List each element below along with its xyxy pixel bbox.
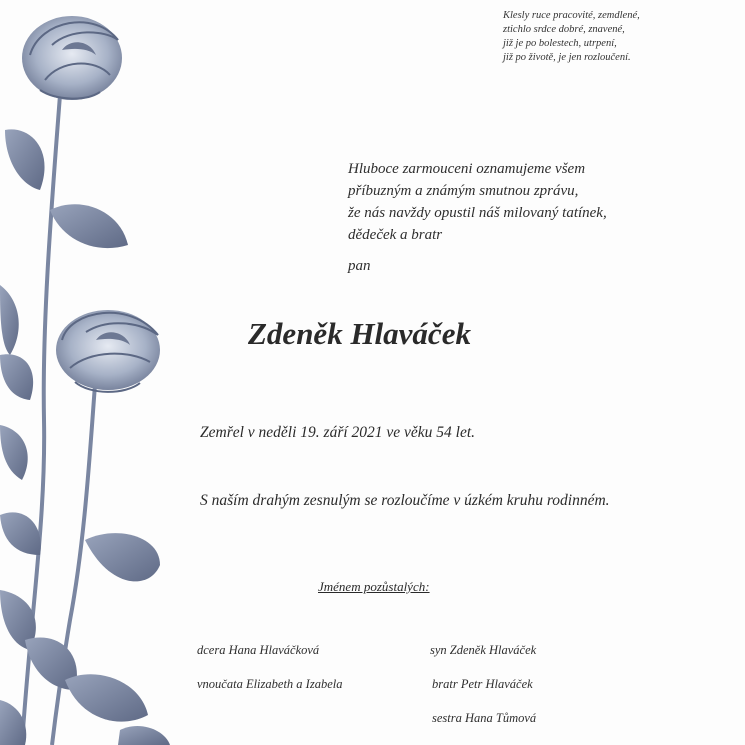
deceased-name: Zdeněk Hlaváček xyxy=(248,316,471,351)
intro-line: příbuzným a známým smutnou zprávu, xyxy=(348,183,579,199)
top-rose xyxy=(22,16,122,100)
mourner-right-2: bratr Petr Hlaváček xyxy=(432,677,533,691)
poem xyxy=(503,9,738,65)
poem-line: ztichlo srdce dobré, znavené, xyxy=(503,24,625,35)
poem-line: Klesly ruce pracovité, zemdlené, xyxy=(503,10,640,21)
poem-line: již po životě, je jen rozloučení. xyxy=(503,52,631,63)
intro-line: dědeček a bratr xyxy=(348,227,443,243)
intro-line: Hluboce zarmouceni oznamujeme všem xyxy=(348,161,586,177)
honorific: pan xyxy=(348,258,371,274)
mourners-heading: Jménem pozůstalých: xyxy=(318,579,430,594)
mourner-right-3: sestra Hana Tůmová xyxy=(432,711,537,725)
announcement-intro xyxy=(348,158,738,246)
lower-rose xyxy=(56,310,160,392)
mourner-right-1: syn Zdeněk Hlaváček xyxy=(430,643,537,657)
intro-line: že nás navždy opustil náš milovaný tatínek, xyxy=(348,205,607,221)
poem-line: již je po bolestech, utrpení, xyxy=(503,38,617,49)
mourner-left-1: dcera Hana Hlaváčková xyxy=(197,643,320,657)
mourner-left-2: vnoučata Elizabeth a Izabela xyxy=(197,677,343,691)
farewell-notice: S naším drahým zesnulým se rozloučíme v úzkém kruhu rodinném. xyxy=(200,492,610,509)
death-notice: Zemřel v neděli 19. září 2021 ve věku 54 let. xyxy=(200,424,476,441)
rose-illustration xyxy=(0,0,200,745)
